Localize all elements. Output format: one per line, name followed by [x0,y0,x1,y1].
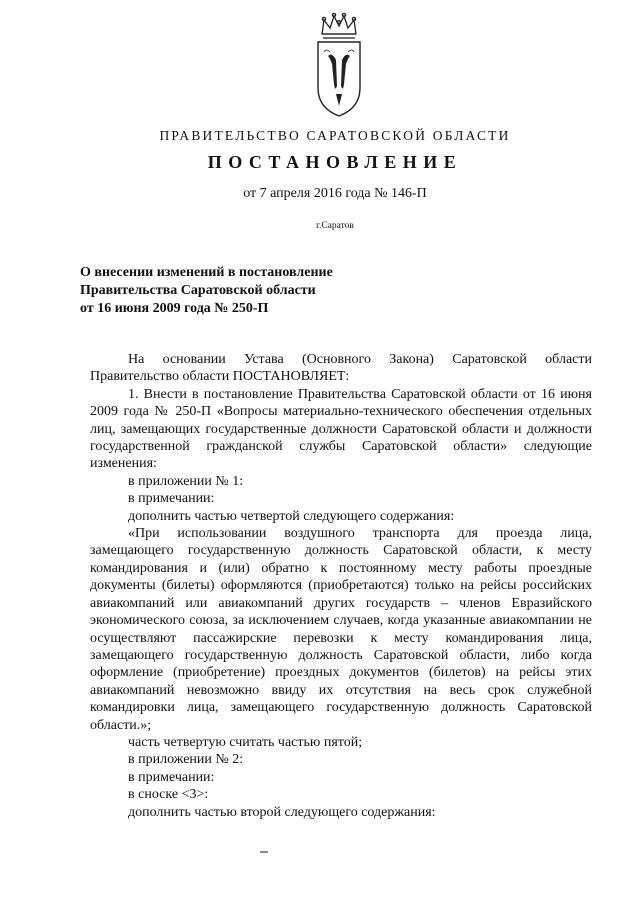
document-subject [80,264,440,318]
body-paragraph: в приложении № 1: [128,473,244,489]
subject-line: О внесении изменений в постановление [80,265,333,280]
government-name: ПРАВИТЕЛЬСТВО САРАТОВСКОЙ ОБЛАСТИ [159,128,511,143]
document-date-number: от 7 апреля 2016 года № 146-П [243,186,427,201]
document-body [90,351,592,821]
document-type: ПОСТАНОВЛЕНИЕ [207,152,463,172]
document-city: г.Саратов [316,221,354,231]
saratov-coat-of-arms-icon [310,12,368,120]
subject-line: от 16 июня 2009 года № 250-П [80,301,269,316]
body-paragraph: в примечании: [128,769,215,785]
scan-artifact [260,851,268,853]
body-paragraph: 1. Внести в постановление Правительства Саратовской области от 16 июня 2009 года № 250-П «Вопросы материально-технического обеспечения отдельных лиц, замещающих государственные должности Саратовской области и должности государственной гражданской службы Саратовской области» следующие изменения: [90,386,592,472]
body-paragraph: в сноске <3>: [128,787,209,803]
body-paragraph: дополнить частью четвертой следующего содержания: [128,508,455,524]
body-paragraph: в приложении № 2: [128,752,244,768]
body-paragraph: дополнить частью второй следующего содержания: [128,804,436,820]
subject-line: Правительства Саратовской области [80,283,316,298]
body-paragraph: в примечании: [128,491,215,507]
body-paragraph: часть четвертую считать частью пятой; [128,734,363,750]
body-paragraph: На основании Устава (Основного Закона) Саратовской области Правительство области ПОСТАНОВЛЯЕТ: [90,352,592,385]
body-paragraph: «При использовании воздушного транспорта для проезда лица, замещающего государственную должность Саратовской области, к месту командирования и (или) обратно к постоянному месту работы проездные документы (билеты) оформляются (приобретаются) только на рейсы российских авиакомпаний или авиакомпаний других государств – членов Евразийского экономического союза, за исключением случаев, когда указанные авиакомпании не осуществляют пассажирские перевозки к месту командирования лица, замещающего государственную должность Саратовской области, либо когда оформление (приобретение) проездных документов (билетов) на рейсы этих авиакомпаний невозможно ввиду их отсутствия на весь срок служебной командировки лица, замещающего государственную должность Саратовской области.»; [90,526,592,733]
